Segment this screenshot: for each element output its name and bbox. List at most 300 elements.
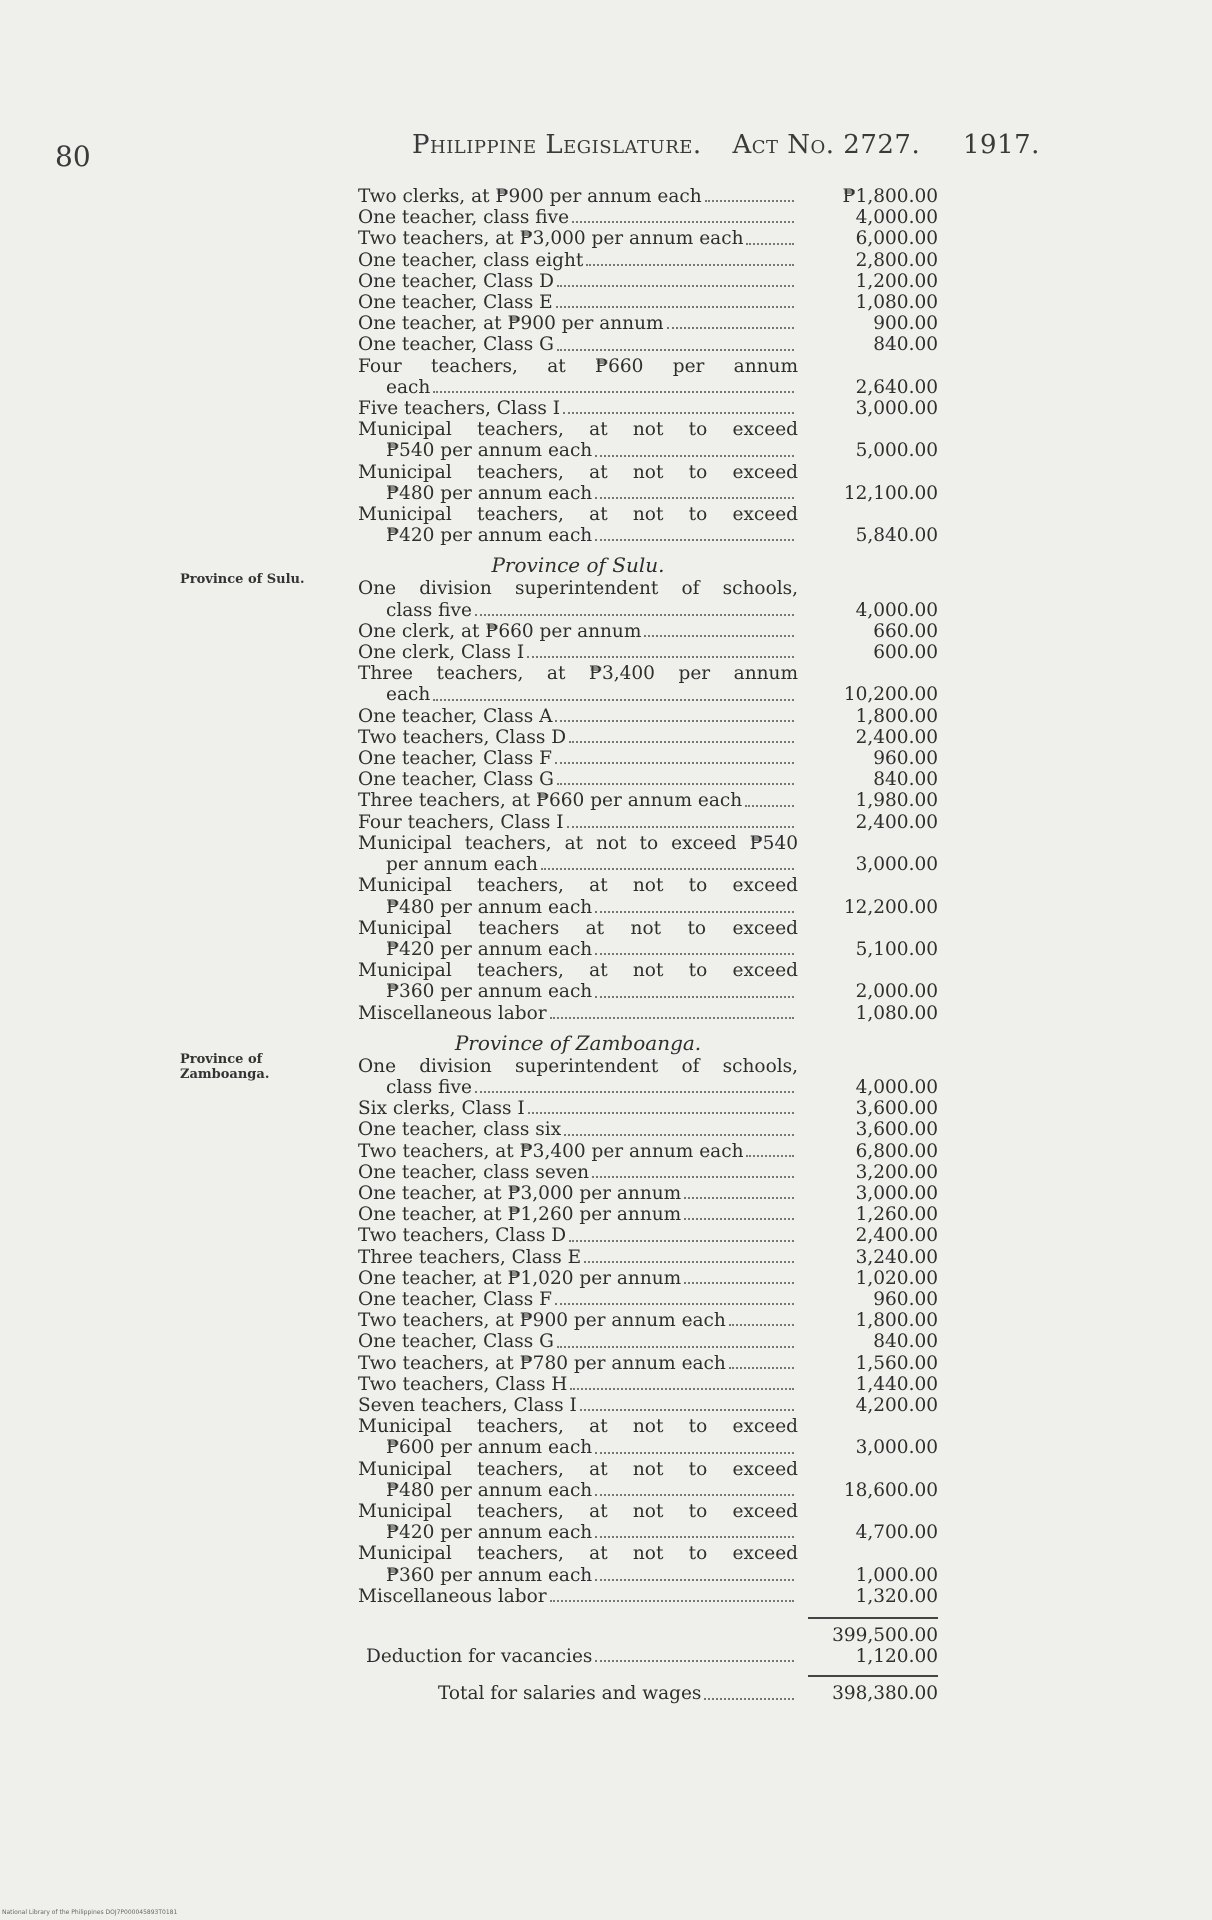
line-item-text: ₱480 per annum each	[386, 896, 593, 918]
line-item-label	[358, 419, 798, 461]
total-amount: 398,380.00	[832, 1683, 938, 1705]
line-item-amount: 1,800.00	[855, 1310, 938, 1332]
line-item-amount: 840.00	[873, 1331, 938, 1353]
line-item	[358, 706, 938, 727]
line-item	[358, 1141, 938, 1162]
line-item	[358, 1183, 938, 1204]
leader-dots	[557, 349, 794, 351]
line-item-text: Municipal teachers, at not to exceed	[358, 461, 798, 483]
line-item-text: Two teachers, at ₱900 per annum each	[358, 1310, 726, 1332]
line-item-continuation	[358, 525, 798, 546]
line-item-amount: 10,200.00	[843, 684, 938, 706]
leader-dots	[729, 1367, 794, 1369]
line-item-label	[358, 663, 798, 705]
line-item-amount: 2,400.00	[855, 726, 938, 748]
total-label	[358, 1683, 798, 1704]
line-item-amount: 12,200.00	[843, 896, 938, 918]
line-item-label	[358, 1353, 798, 1374]
line-item	[358, 1056, 938, 1098]
running-head	[412, 130, 1040, 160]
line-item-amount: 3,240.00	[855, 1246, 938, 1268]
leader-dots	[572, 221, 794, 223]
line-item-amount: 5,100.00	[855, 938, 938, 960]
line-item	[358, 1374, 938, 1395]
line-item	[358, 621, 938, 642]
line-item-amount: 3,600.00	[855, 1098, 938, 1120]
line-item-amount: 4,000.00	[855, 599, 938, 621]
line-item-amount: 5,840.00	[855, 525, 938, 547]
leader-dots	[557, 783, 794, 785]
line-item	[358, 1204, 938, 1225]
line-item	[358, 769, 938, 790]
leader-dots	[584, 1261, 794, 1263]
line-item-amount: 840.00	[873, 769, 938, 791]
line-item-amount: 6,000.00	[855, 228, 938, 250]
line-item	[358, 419, 938, 461]
line-item-continuation	[358, 377, 798, 398]
line-item-continuation	[358, 939, 798, 960]
line-item-label	[358, 271, 798, 292]
line-item	[358, 228, 938, 249]
line-item	[358, 186, 938, 207]
line-item-text: Municipal teachers, at not to exceed	[358, 1416, 798, 1438]
line-item	[358, 1247, 938, 1268]
line-item-text: One teacher, class six	[358, 1119, 562, 1141]
line-item	[358, 1162, 938, 1183]
leader-dots	[527, 656, 794, 658]
line-item	[358, 1353, 938, 1374]
line-item-amount: 3,000.00	[855, 854, 938, 876]
line-item-text: ₱360 per annum each	[386, 981, 593, 1003]
line-item	[358, 250, 938, 271]
line-item	[358, 748, 938, 769]
line-item-amount: 4,000.00	[855, 1076, 938, 1098]
leader-dots	[569, 741, 794, 743]
line-item-amount: 1,200.00	[855, 270, 938, 292]
line-item	[358, 1119, 938, 1140]
line-item	[358, 1098, 938, 1119]
line-item-amount: 1,440.00	[855, 1373, 938, 1395]
line-item	[358, 313, 938, 334]
deduction-text: Deduction for vacancies	[366, 1646, 593, 1668]
line-item-label	[358, 812, 798, 833]
line-item-text: One teacher, at ₱900 per annum	[358, 313, 664, 335]
line-item-amount: 1,980.00	[855, 790, 938, 812]
line-item	[358, 875, 938, 917]
leader-dots	[595, 497, 794, 499]
subtotal-rule	[358, 1607, 938, 1625]
line-item-text: Three teachers, Class E	[358, 1246, 582, 1268]
leader-dots	[557, 1346, 794, 1348]
leader-dots	[746, 243, 794, 245]
line-item-amount: 1,000.00	[855, 1564, 938, 1586]
leader-dots	[580, 1409, 794, 1411]
deduction-row	[358, 1646, 938, 1667]
line-item-label	[358, 833, 798, 875]
line-item-label	[358, 1416, 798, 1458]
line-item-amount: 6,800.00	[855, 1140, 938, 1162]
leader-dots	[433, 391, 794, 393]
line-item-text: Two clerks, at ₱900 per annum each	[358, 186, 702, 207]
line-item-text: One teacher, Class A	[358, 705, 553, 727]
line-item	[358, 1289, 938, 1310]
line-item-text: One clerk, at ₱660 per annum	[358, 620, 642, 642]
line-item-text: ₱480 per annum each	[386, 1479, 593, 1501]
section-heading: Province of Sulu.	[491, 553, 665, 578]
leader-dots	[644, 635, 794, 637]
leader-dots	[595, 1452, 794, 1454]
leader-dots	[745, 805, 794, 807]
line-item-continuation	[358, 854, 798, 875]
leader-dots	[557, 285, 794, 287]
line-item-amount: ₱1,800.00	[842, 186, 938, 207]
line-item-amount: 1,080.00	[855, 1002, 938, 1024]
line-item-label	[358, 1119, 798, 1140]
line-item-text: Two teachers, at ₱3,400 per annum each	[358, 1140, 744, 1162]
line-item-text: Municipal teachers at not to exceed	[358, 917, 798, 939]
line-item-continuation	[358, 440, 798, 461]
line-item-label	[358, 334, 798, 355]
line-item	[358, 398, 938, 419]
line-item	[358, 642, 938, 663]
line-item-text: Municipal teachers, at not to exceed	[358, 1500, 798, 1522]
line-item	[358, 1586, 938, 1607]
line-item-text: One teacher, Class F	[358, 1288, 552, 1310]
line-item-label	[358, 504, 798, 546]
line-item-label	[358, 186, 798, 207]
line-item-continuation	[358, 897, 798, 918]
line-item	[358, 1501, 938, 1543]
line-item	[358, 271, 938, 292]
line-item-text: Municipal teachers, at not to exceed	[358, 960, 798, 982]
line-item-amount: 2,400.00	[855, 1225, 938, 1247]
line-item-text: Three teachers, at ₱3,400 per annum	[358, 663, 798, 685]
line-item-text: Municipal teachers, at not to exceed	[358, 419, 798, 441]
line-item	[358, 790, 938, 811]
leader-dots	[541, 868, 794, 870]
line-item-label	[358, 313, 798, 334]
page-number: 80	[55, 140, 91, 173]
line-item-text: ₱360 per annum each	[386, 1564, 593, 1586]
line-item-text: ₱420 per annum each	[386, 525, 593, 547]
line-item	[358, 1003, 938, 1024]
total-row	[358, 1683, 938, 1704]
line-item-amount: 660.00	[873, 620, 938, 642]
line-item-amount: 3,000.00	[855, 1437, 938, 1459]
line-item-amount: 1,800.00	[855, 705, 938, 727]
line-item-label	[358, 1395, 798, 1416]
leader-dots	[475, 1091, 794, 1093]
line-item	[358, 356, 938, 398]
line-item	[358, 960, 938, 1002]
line-item-label	[358, 642, 798, 663]
line-item-amount: 2,400.00	[855, 811, 938, 833]
line-item-amount: 1,560.00	[855, 1352, 938, 1374]
line-item-amount: 3,200.00	[855, 1161, 938, 1183]
line-item-text: Two teachers, at ₱780 per annum each	[358, 1352, 726, 1374]
line-item-continuation	[358, 981, 798, 1002]
line-item-amount: 3,000.00	[855, 1182, 938, 1204]
subtotal-amount: 399,500.00	[832, 1625, 938, 1646]
total-rule	[358, 1667, 938, 1683]
line-item	[358, 504, 938, 546]
leader-dots	[595, 911, 794, 913]
line-item-label	[358, 1374, 798, 1395]
rule-line	[808, 1617, 938, 1619]
line-item-text: ₱420 per annum each	[386, 938, 593, 960]
line-item-text: ₱420 per annum each	[386, 1522, 593, 1544]
line-item-amount: 1,320.00	[855, 1585, 938, 1607]
line-item-label	[358, 769, 798, 790]
line-item-text: per annum each	[386, 854, 538, 876]
line-item-label	[358, 228, 798, 249]
line-item-text: One teacher, at ₱1,020 per annum	[358, 1267, 682, 1289]
line-item-label	[358, 1289, 798, 1310]
leader-dots	[563, 412, 794, 414]
line-item	[358, 833, 938, 875]
line-item-label	[358, 1056, 798, 1098]
line-item-label	[358, 1162, 798, 1183]
line-item-label	[358, 1183, 798, 1204]
line-item-text: Two teachers, Class D	[358, 726, 567, 748]
line-item-text: Miscellaneous labor	[358, 1002, 547, 1024]
line-item	[358, 1268, 938, 1289]
line-item-text: each	[386, 684, 431, 706]
scan-footer: National Library of the Philippines DOJ7P000045893T0181	[2, 1909, 178, 1916]
line-item-continuation	[358, 1077, 798, 1098]
leader-dots	[729, 1324, 794, 1326]
line-item-text: Five teachers, Class I	[358, 398, 561, 420]
line-item-text: One teacher, Class D	[358, 270, 554, 292]
line-item-label	[358, 1204, 798, 1225]
line-item-text: Two teachers, Class H	[358, 1373, 568, 1395]
line-item-amount: 960.00	[873, 748, 938, 770]
line-item	[358, 334, 938, 355]
leader-dots	[433, 699, 794, 701]
line-item-text: Six clerks, Class I	[358, 1098, 525, 1120]
leader-dots	[595, 1660, 794, 1662]
line-item-label	[358, 706, 798, 727]
rule-line	[808, 1675, 938, 1677]
leader-dots	[746, 1155, 794, 1157]
line-item	[358, 812, 938, 833]
line-item	[358, 462, 938, 504]
line-item-amount: 1,260.00	[855, 1204, 938, 1226]
line-item-text: Seven teachers, Class I	[358, 1394, 577, 1416]
line-item-text: Municipal teachers, at not to exceed ₱540	[358, 832, 798, 854]
line-item-amount: 5,000.00	[855, 440, 938, 462]
line-item-amount: 600.00	[873, 642, 938, 664]
appropriation-list	[358, 186, 938, 1705]
leader-dots	[475, 614, 794, 616]
line-item-amount: 12,100.00	[843, 482, 938, 504]
line-item-label	[358, 727, 798, 748]
leader-dots	[586, 264, 794, 266]
line-item-text: One teacher, class eight	[358, 249, 584, 271]
line-item-continuation	[358, 600, 798, 621]
line-item	[358, 663, 938, 705]
line-item-label	[358, 1098, 798, 1119]
line-item-text: Two teachers, at ₱3,000 per annum each	[358, 228, 744, 250]
line-item-text: Municipal teachers, at not to exceed	[358, 504, 798, 526]
line-item-continuation	[358, 1437, 798, 1458]
line-item-label	[358, 1331, 798, 1352]
running-head-year: 1917.	[963, 130, 1040, 160]
leader-dots	[555, 720, 794, 722]
line-item-label	[358, 1247, 798, 1268]
leader-dots	[684, 1197, 794, 1199]
line-item-text: ₱600 per annum each	[386, 1437, 593, 1459]
line-item	[358, 1225, 938, 1246]
line-item	[358, 1416, 938, 1458]
leader-dots	[569, 1240, 794, 1242]
leader-dots	[570, 1388, 794, 1390]
subtotal-row	[358, 1625, 938, 1646]
line-item-text: One clerk, Class I	[358, 642, 525, 664]
line-item-amount: 2,000.00	[855, 981, 938, 1003]
line-item-label	[358, 1003, 798, 1024]
total-text: Total for salaries and wages	[438, 1683, 702, 1705]
line-item-amount: 840.00	[873, 334, 938, 356]
line-item-amount: 1,020.00	[855, 1267, 938, 1289]
line-item-text: Two teachers, Class D	[358, 1225, 567, 1247]
line-item-label	[358, 1543, 798, 1585]
line-item-label	[358, 1268, 798, 1289]
line-item-label	[358, 462, 798, 504]
line-item-text: One teacher, Class G	[358, 1331, 554, 1353]
line-item-continuation	[358, 1522, 798, 1543]
line-item	[358, 727, 938, 748]
line-item-label	[358, 398, 798, 419]
line-item-amount: 1,080.00	[855, 292, 938, 314]
line-item-text: One division superintendent of schools,	[358, 578, 798, 600]
line-item	[358, 578, 938, 620]
line-item-label	[358, 875, 798, 917]
leader-dots	[567, 826, 794, 828]
line-item-amount: 4,700.00	[855, 1522, 938, 1544]
line-item-continuation	[358, 1480, 798, 1501]
line-item-label	[358, 960, 798, 1002]
leader-dots	[595, 539, 794, 541]
line-item-amount: 4,200.00	[855, 1394, 938, 1416]
leader-dots	[667, 327, 794, 329]
line-item	[358, 1395, 938, 1416]
line-item-text: One teacher, Class F	[358, 748, 552, 770]
leader-dots	[595, 1579, 794, 1581]
leader-dots	[564, 1134, 794, 1136]
leader-dots	[595, 953, 794, 955]
line-item-text: ₱540 per annum each	[386, 440, 593, 462]
line-item-amount: 3,000.00	[855, 398, 938, 420]
line-item	[358, 1310, 938, 1331]
leader-dots	[528, 1112, 794, 1114]
line-item-label	[358, 250, 798, 271]
leader-dots	[592, 1176, 794, 1178]
line-item-label	[358, 207, 798, 228]
line-item-text: One teacher, Class E	[358, 292, 553, 314]
line-item-text: One teacher, Class G	[358, 334, 554, 356]
line-item-amount: 18,600.00	[843, 1479, 938, 1501]
line-item-text: Miscellaneous labor	[358, 1585, 547, 1607]
line-item-amount: 3,600.00	[855, 1119, 938, 1141]
line-item-text: One division superintendent of schools,	[358, 1055, 798, 1077]
line-item-label	[358, 1501, 798, 1543]
line-item-label	[358, 1225, 798, 1246]
line-item	[358, 207, 938, 228]
section-heading: Province of Zamboanga.	[454, 1030, 702, 1055]
line-item-continuation	[358, 483, 798, 504]
line-item-continuation	[358, 1565, 798, 1586]
line-item-amount: 2,800.00	[855, 249, 938, 271]
line-item-label	[358, 578, 798, 620]
line-item-text: One teacher, at ₱3,000 per annum	[358, 1182, 682, 1204]
margin-note-sulu: Province of Sulu.	[180, 572, 305, 587]
line-item-amount: 900.00	[873, 313, 938, 335]
deduction-label	[358, 1646, 798, 1667]
line-item-label	[358, 1141, 798, 1162]
leader-dots	[595, 455, 794, 457]
line-item-continuation	[358, 684, 798, 705]
deduction-amount: 1,120.00	[855, 1646, 938, 1668]
line-item-amount: 4,000.00	[855, 207, 938, 229]
line-item-text: class five	[386, 599, 472, 621]
line-item-text: Municipal teachers, at not to exceed	[358, 875, 798, 897]
running-head-legislature: Philippine Legislature.	[412, 130, 702, 160]
line-item-text: One teacher, class seven	[358, 1161, 590, 1183]
line-item-text: Municipal teachers, at not to exceed	[358, 1458, 798, 1480]
line-item-label	[358, 748, 798, 769]
leader-dots	[684, 1218, 794, 1220]
leader-dots	[555, 762, 794, 764]
leader-dots	[705, 200, 794, 202]
line-item-label	[358, 621, 798, 642]
line-item-text: One teacher, at ₱1,260 per annum	[358, 1204, 682, 1226]
line-item-label	[358, 918, 798, 960]
leader-dots	[595, 1536, 794, 1538]
line-item-text: each	[386, 376, 431, 398]
line-item-label	[358, 1459, 798, 1501]
line-item-label	[358, 1310, 798, 1331]
line-item-text: One teacher, class five	[358, 207, 570, 229]
running-head-act: Act No. 2727.	[732, 130, 921, 160]
line-item-text: Three teachers, at ₱660 per annum each	[358, 790, 743, 812]
line-item	[358, 1331, 938, 1352]
leader-dots	[555, 1303, 794, 1305]
line-item-text: Four teachers, at ₱660 per annum	[358, 355, 798, 377]
line-item	[358, 918, 938, 960]
line-item	[358, 1459, 938, 1501]
line-item	[358, 1543, 938, 1585]
leader-dots	[595, 1494, 794, 1496]
line-item-label	[358, 1586, 798, 1607]
margin-note-zamboanga: Province of Zamboanga.	[180, 1052, 270, 1082]
line-item-label	[358, 790, 798, 811]
line-item-text: class five	[386, 1076, 472, 1098]
leader-dots	[556, 306, 794, 308]
line-item-label	[358, 292, 798, 313]
line-item	[358, 292, 938, 313]
line-item-label	[358, 356, 798, 398]
leader-dots	[704, 1698, 794, 1700]
line-item-amount: 2,640.00	[855, 376, 938, 398]
leader-dots	[550, 1600, 794, 1602]
line-item-text: Municipal teachers, at not to exceed	[358, 1543, 798, 1565]
line-item-text: ₱480 per annum each	[386, 482, 593, 504]
line-item-text: Four teachers, Class I	[358, 811, 564, 833]
leader-dots	[684, 1282, 794, 1284]
leader-dots	[550, 1017, 794, 1019]
leader-dots	[595, 996, 794, 998]
